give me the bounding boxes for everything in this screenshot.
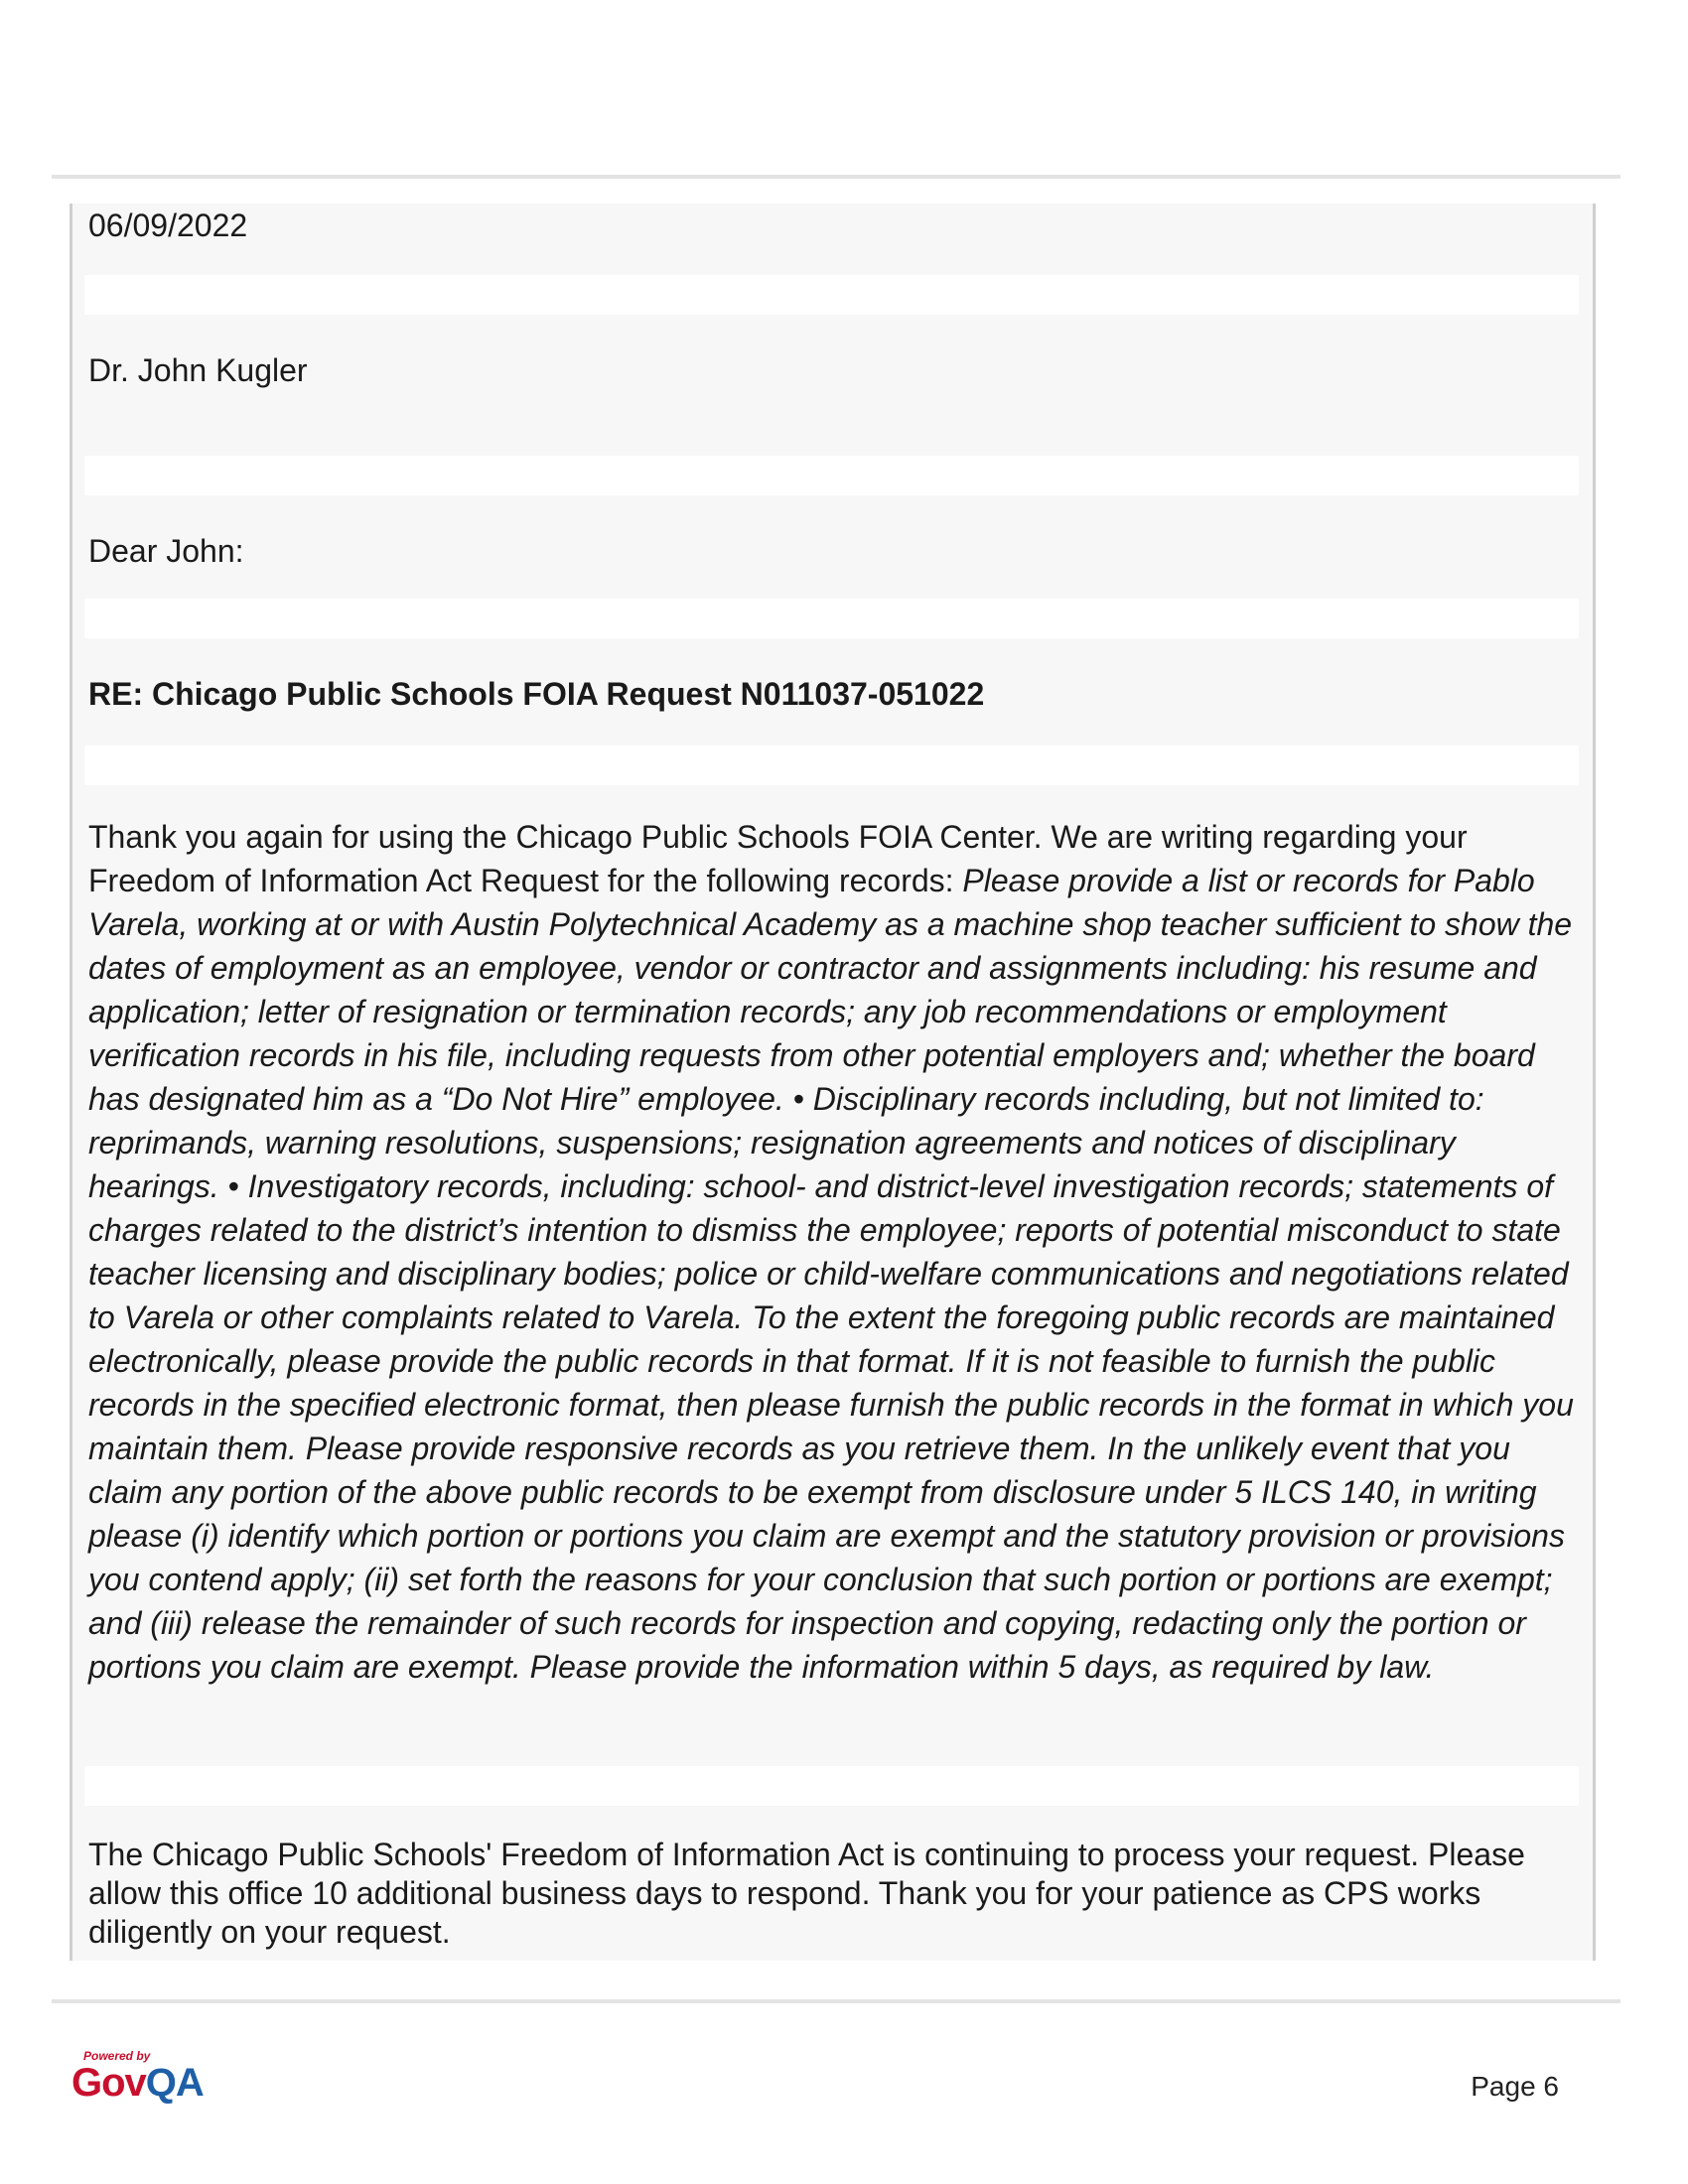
logo-wordmark <box>71 2061 204 2106</box>
logo-powered-text: Powered by <box>83 2049 151 2063</box>
logo-qa-text: QA <box>145 2061 204 2105</box>
greeting: Dear John: <box>88 533 244 569</box>
blank-field <box>84 275 1579 315</box>
letter-body <box>88 815 1575 1689</box>
blank-field <box>84 456 1579 495</box>
logo-gov-text: Gov <box>71 2061 146 2105</box>
blank-field <box>84 599 1579 638</box>
page-number: Page 6 <box>1471 2071 1559 2102</box>
letter-date: 06/09/2022 <box>88 207 248 243</box>
closing-paragraph: The Chicago Public Schools' Freedom of Information Act is continuing to process your request. Please allow this office 10 additional business days to respond. Thank you for your patience as CPS works diligently on your request. <box>88 1837 1525 1950</box>
body-intro: Thank you again for using the Chicago Public Schools FOIA Center. We are writing regarding your Freedom of Information Act Request for the following records: <box>88 819 1468 898</box>
footer-divider <box>52 1999 1620 2003</box>
govqa-logo <box>71 2049 230 2107</box>
re-line: RE: Chicago Public Schools FOIA Request N011037-051022 <box>88 676 985 712</box>
header-divider <box>52 175 1620 179</box>
body-request-text: Please provide a list or records for Pablo Varela, working at or with Austin Polytechnical Academy as a machine shop teacher sufficient to show the dates of employment as an employee, vendor or contractor and assignments including: his resume and application; letter of resignation or termination records; any job recommendations or employment verification records in his file, including requests from other potential employers and; whether the board has designated him as a “Do Not Hire” employee. • Disciplinary records including, but not limited to: reprimands, warning resolutions, suspensions; resignation agreements and notices of disciplinary hearings. • Investigatory records, including: school- and district-level investigation records; statements of charges related to the district’s intention to dismiss the employee; reports of potential misconduct to state teacher licensing and disciplinary bodies; police or child-welfare communications and negotiations related to Varela or other complaints related to Varela. To the extent the foregoing public records are maintained electronically, please provide the public records in that format. If it is not feasible to furnish the public records in the specified electronic format, then please furnish the public records in the format in which you maintain them. Please provide responsive records as you retrieve them. In the unlikely event that you claim any portion of the above public records to be exempt from disclosure under 5 ILCS 140, in writing please (i) identify which portion or portions you claim are exempt and the statutory provision or provisions you contend apply; (ii) set forth the reasons for your conclusion that such portion or portions are exempt; and (iii) release the remainder of such records for inspection and copying, redacting only the portion or portions you claim are exempt. Please provide the information within 5 days, as required by law. <box>88 863 1574 1685</box>
letter-panel <box>70 204 1596 1961</box>
blank-field <box>84 1766 1579 1806</box>
blank-field <box>84 746 1579 785</box>
recipient-name: Dr. John Kugler <box>88 352 308 388</box>
